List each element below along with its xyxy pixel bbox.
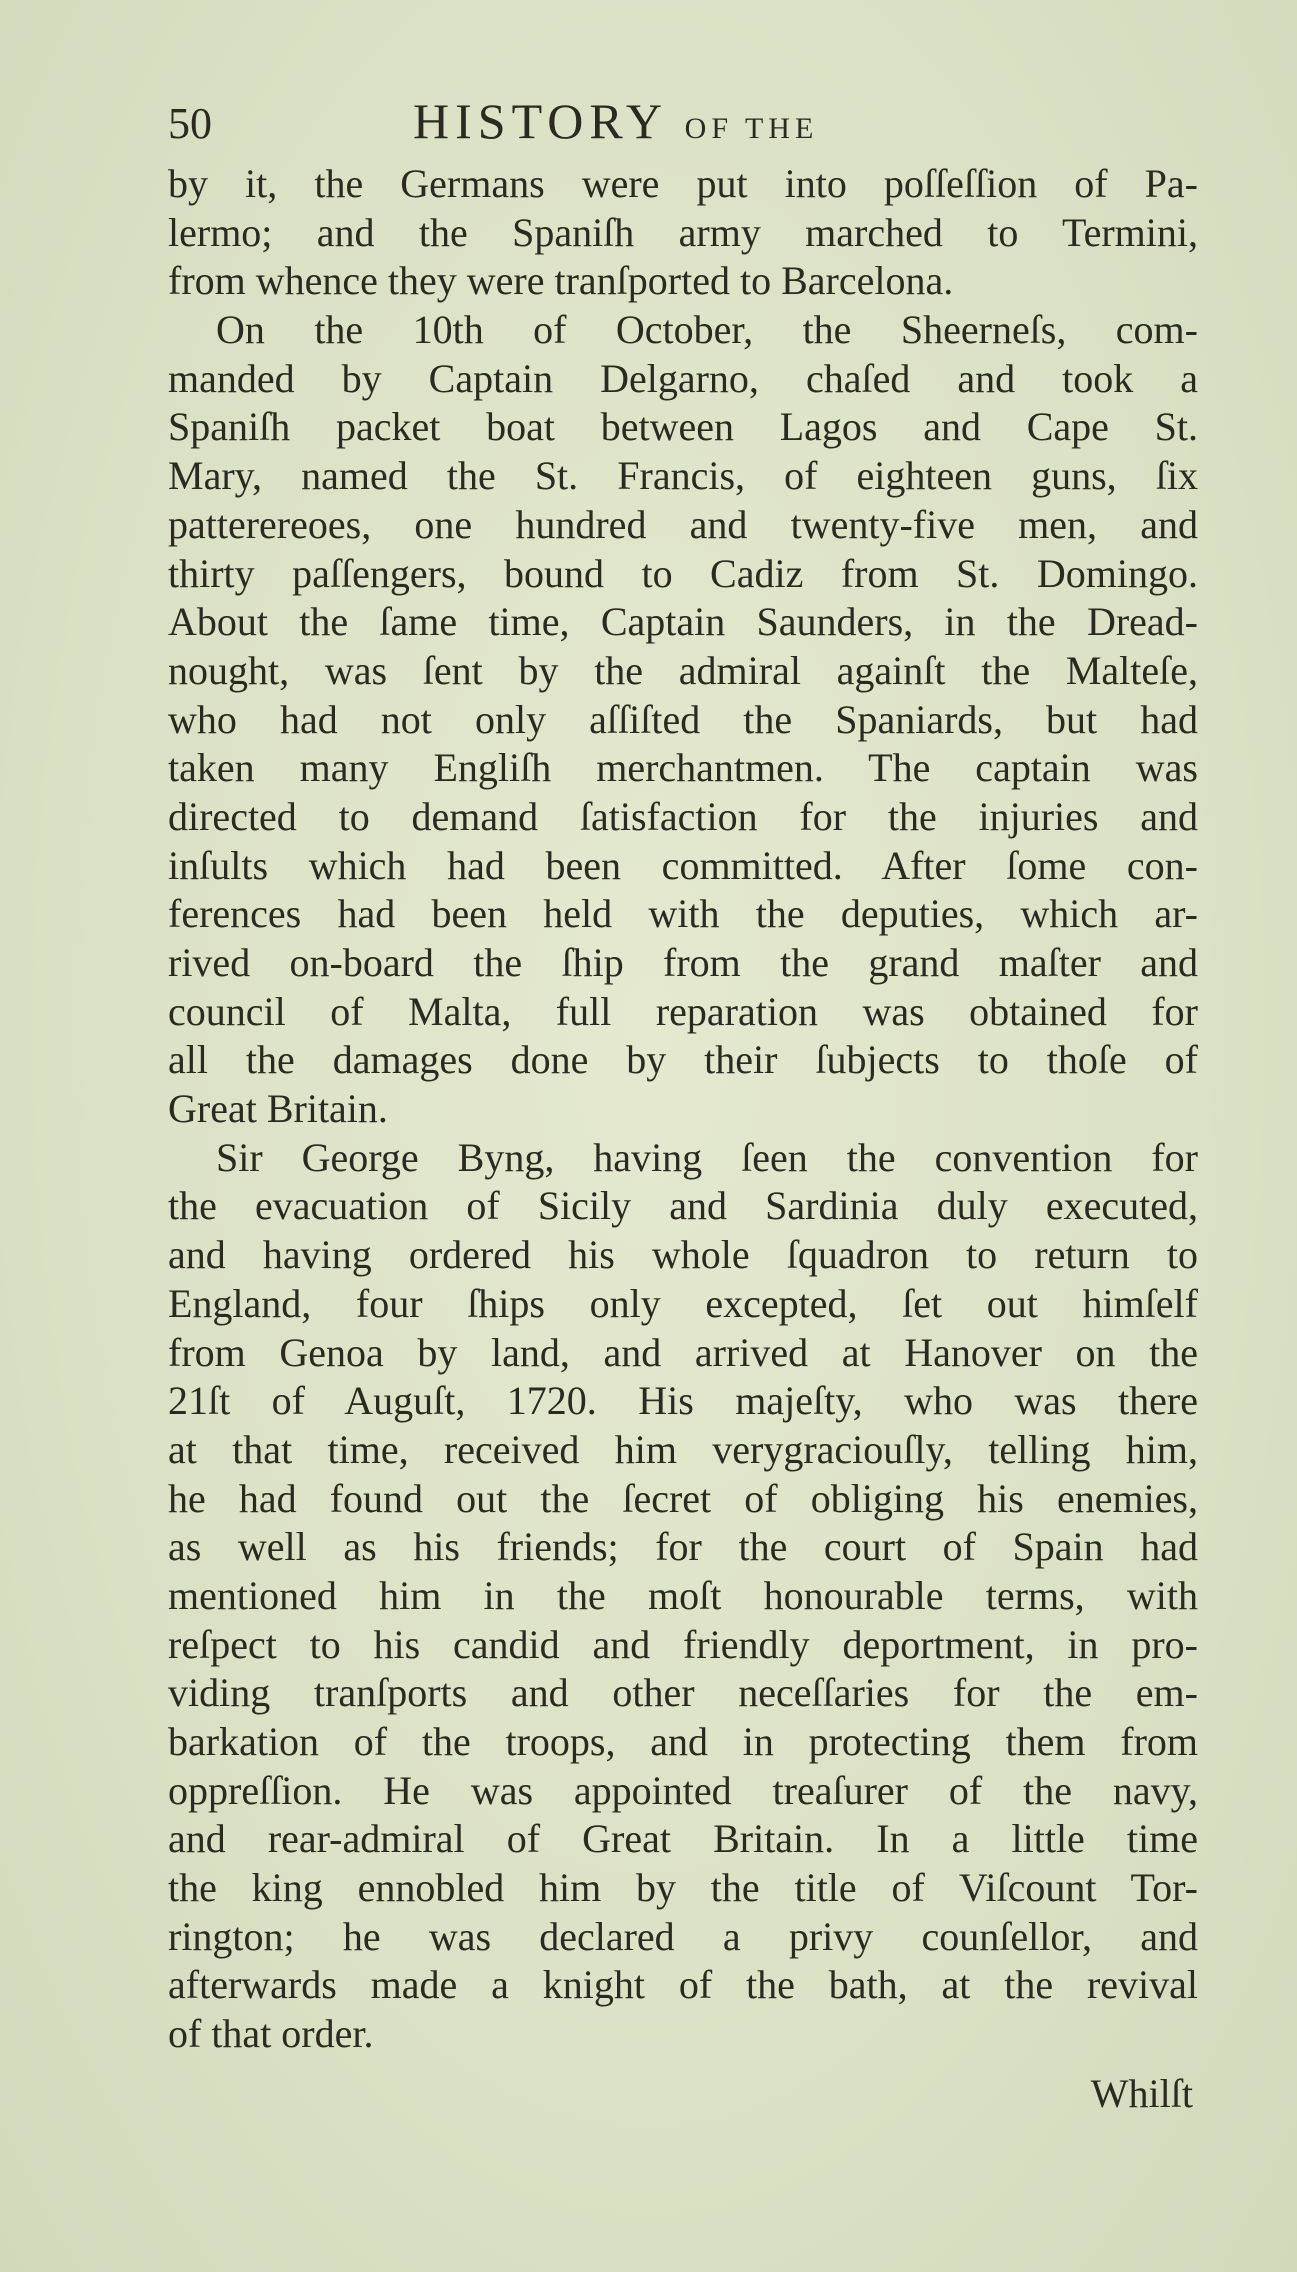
text-line: who had not only aſſiſted the Spaniards, but had [168,696,1198,742]
text-line: as well as his friends; for the court of Spain had [168,1524,1198,1570]
text-line: the evacuation of Sicily and Sardinia duly executed, [168,1183,1198,1229]
text-line: and having ordered his whole ſquadron to return to [168,1232,1198,1278]
running-head-small: OF THE [684,112,819,145]
running-header [168,92,1198,152]
catchword: Whilſt [1090,2071,1193,2116]
text-line: afterwards made a knight of the bath, at the revival [168,1962,1198,2008]
text-line: England, four ſhips only excepted, ſet out himſelf [168,1280,1198,1326]
text-line: barkation of the troops, and in protecting them from [168,1719,1198,1764]
text-line: from Genoa by land, and arrived at Hanover on the [168,1329,1198,1375]
text-line: from whence they were tranſported to Barcelona. [168,258,954,304]
text-line: nought, was ſent by the admiral againſt the Malteſe, [168,647,1198,693]
text-line: the king ennobled him by the title of Viſcount Tor- [168,1865,1198,1911]
text-line: Mary, named the St. Francis, of eighteen guns, ſix [168,453,1198,499]
text-line: and rear-admiral of Great Britain. In a little time [168,1816,1198,1862]
text-line: manded by Captain Delgarno, chaſed and took a [168,355,1198,401]
text-line: viding tranſports and other neceſſaries for the em- [168,1670,1198,1716]
text-line: Spaniſh packet boat between Lagos and Cape St. [168,404,1198,450]
text-line: lermo; and the Spaniſh army marched to Termini, [168,209,1198,255]
text-line: reſpect to his candid and friendly deportment, in pro- [168,1621,1198,1667]
text-line: directed to demand ſatisfaction for the injuries and [168,793,1198,839]
text-line: mentioned him in the moſt honourable terms, with [168,1572,1198,1618]
running-head-main: HISTORY [413,93,667,149]
text-line: rived on-board the ſhip from the grand maſter and [168,940,1198,985]
text-line: thirty paſſengers, bound to Cadiz from St. Domingo. [168,550,1198,596]
text-line: ferences had been held with the deputies, which ar- [168,891,1198,937]
text-line: Sir George Byng, having ſeen the convention for [216,1134,1198,1180]
page-number: 50 [168,99,212,148]
text-line: patterereoes, one hundred and twenty-five men, and [168,501,1198,547]
text-line: of that order. [168,2011,374,2057]
text-line: 21ſt of Auguſt, 1720. His majeſty, who was there [168,1378,1198,1424]
text-line: taken many Engliſh merchantmen. The captain was [168,745,1198,791]
running-head-title [413,92,818,150]
text-line: inſults which had been committed. After ſome con- [168,842,1198,888]
text-line: at that time, received him verygraciouſly, telling him, [168,1426,1198,1472]
text-line: he had found out the ſecret of obliging his enemies, [168,1475,1198,1521]
text-line: Great Britain. [168,1086,388,1132]
text-line: About the ſame time, Captain Saunders, in the Dread- [168,599,1198,645]
text-line: all the damages done by their ſubjects to thoſe of [168,1037,1198,1083]
text-line: rington; he was declared a privy counſellor, and [168,1913,1198,1959]
text-line: by it, the Germans were put into poſſeſſion of Pa- [168,161,1198,206]
text-line: On the 10th of October, the Sheerneſs, com- [216,307,1198,353]
text-line: oppreſſion. He was appointed treaſurer of the navy, [168,1767,1198,1813]
body-text [168,160,1198,2059]
text-line: council of Malta, full reparation was obtained for [168,988,1198,1034]
